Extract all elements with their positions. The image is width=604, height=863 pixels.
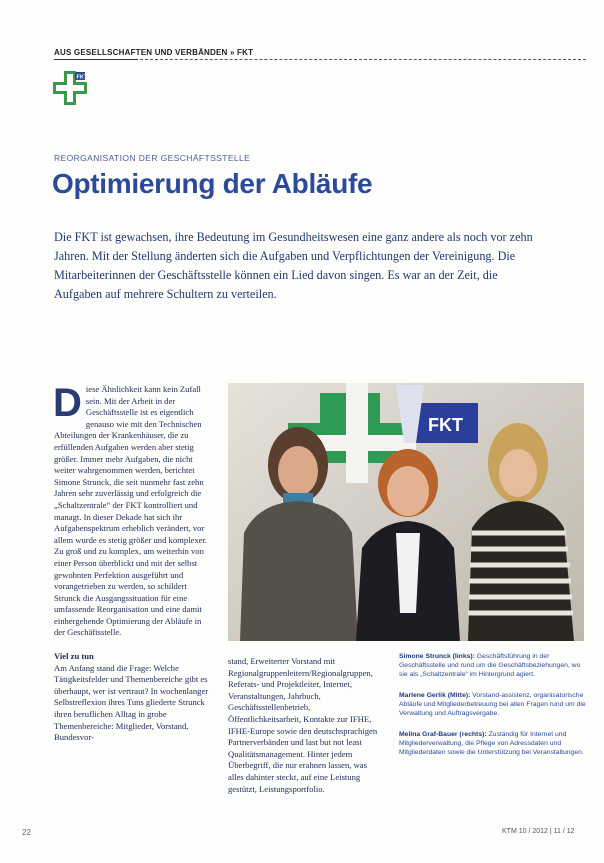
page-number: 22 xyxy=(22,828,31,837)
photo-caption xyxy=(399,652,587,769)
photo-sign-text: FKT xyxy=(428,415,463,435)
body-paragraph-1: iese Ähnlichkeit kann kein Zufall sein. Mit der Arbeit in der Geschäftsstelle ist es eigentlich genauso wie mit den Technischen Abteilungen der Krankenhäuser, die zu erfüllenden Aufgaben werden aber stetig größer. Immer mehr Aufgaben, die nicht weiter wahrgenommen werden, berichtet Simone Strunck, die seit nunmehr fast zehn Jahren sehr zuverlässig und erfolgreich die „Schaltzentrale“ der FKT kontrolliert und managt. In dieser Dekade hat sich ihr Aufgabenspektrum erheblich verändert, vor allem wurde es stetig größer und komplexer. Zu groß und zu komplex, um weiterhin von einer Person überblickt und mit der selbst gewohnten Perfektion ausgeführt und vorangetrieben zu werden, so schildert Strunck die Ausgangssituation für eine umfassende Reorganisation und eine damit einhergehende Optimierung der Abläufe in der Geschäftsstelle. xyxy=(54,384,207,638)
header-dashed-rule xyxy=(140,59,586,60)
caption-3: Melina Graf-Bauer (rechts): Zuständig für Internet und Mitgliederverwaltung, die Pflege von Adressdaten und Mitgliederdaten sowie die Unterstützung bei Veranstaltungen. xyxy=(399,731,584,756)
body-column-1 xyxy=(53,381,210,744)
body-column-2: stand, Erweiterter Vorstand mit Regionalgruppenleitern/Regionalgruppen, Referats- und Projektleiter, Internet, Veranstaltungen, Jahrbuch, Geschäftsstellenbetrieb, Öffentlichkeitsarbeit, Kontakte zur IFHE, IFHE-Europe sowie den deutschsprachigen Partnerverbänden und last but not least Qualitätsmanagement. Hinter jedem Überbegriff, die nur erahnen lassen, was alles dahinter steckt, auf eine Leistung gestützt, Leistungsportfolio. xyxy=(228,656,378,794)
issue-info: KTM 10 / 2012 | 11 / 12 xyxy=(502,828,575,835)
article-title: Optimierung der Abläufe xyxy=(52,168,373,199)
caption-1: Simone Strunck (links): Geschäftsführung in der Geschäftsstelle und rund um die Geschäftsbeziehungen, wo sie als „Schaltzentrale“ im Hintergrund agiert. xyxy=(399,653,581,678)
caption-2: Marlene Gerlik (Mitte): Vorstand-assistenz, organisatorische Abläufe und Mitgliederbetreuung bei allen Fragen rund um die Verwaltung und Auftragsvergabe. xyxy=(399,692,586,717)
body-subhead: Viel zu tun xyxy=(54,651,94,662)
section-label: AUS GESELLSCHAFTEN UND VERBÄNDEN » FKT xyxy=(54,48,254,57)
article-kicker: REORGANISATION DER GESCHÄFTSSTELLE xyxy=(54,153,251,163)
team-photo xyxy=(228,383,584,641)
svg-text:FKT: FKT xyxy=(76,74,87,81)
fkt-cross-logo xyxy=(53,71,87,105)
drop-cap: D xyxy=(53,381,82,425)
article-lead: Die FKT ist gewachsen, ihre Bedeutung im Gesundheitswesen eine ganz andere als noch vor zehn Jahren. Mit der Stellung änderten sich die Aufgaben und Verpflichtungen der Vereinigung. Die Mitarbeiterinnen der Geschäftsstelle können ein Lied davon singen. Es war an der Zeit, die Aufgaben auf mehrere Schultern zu verteilen. xyxy=(54,230,533,301)
body-paragraph-2: Am Anfang stand die Frage: Welche Tätigkeitsfelder und Themenbereiche gibt es überhaupt, wer ist vertraut? In wochenlanger Selbstreflexion ihres Tuns gliederte Strunck ihren beruflichen Alltag in grobe Themenbereiche: Mitglieder, Vorstand, Bundesvor- xyxy=(54,662,209,743)
header-rule xyxy=(54,59,138,60)
